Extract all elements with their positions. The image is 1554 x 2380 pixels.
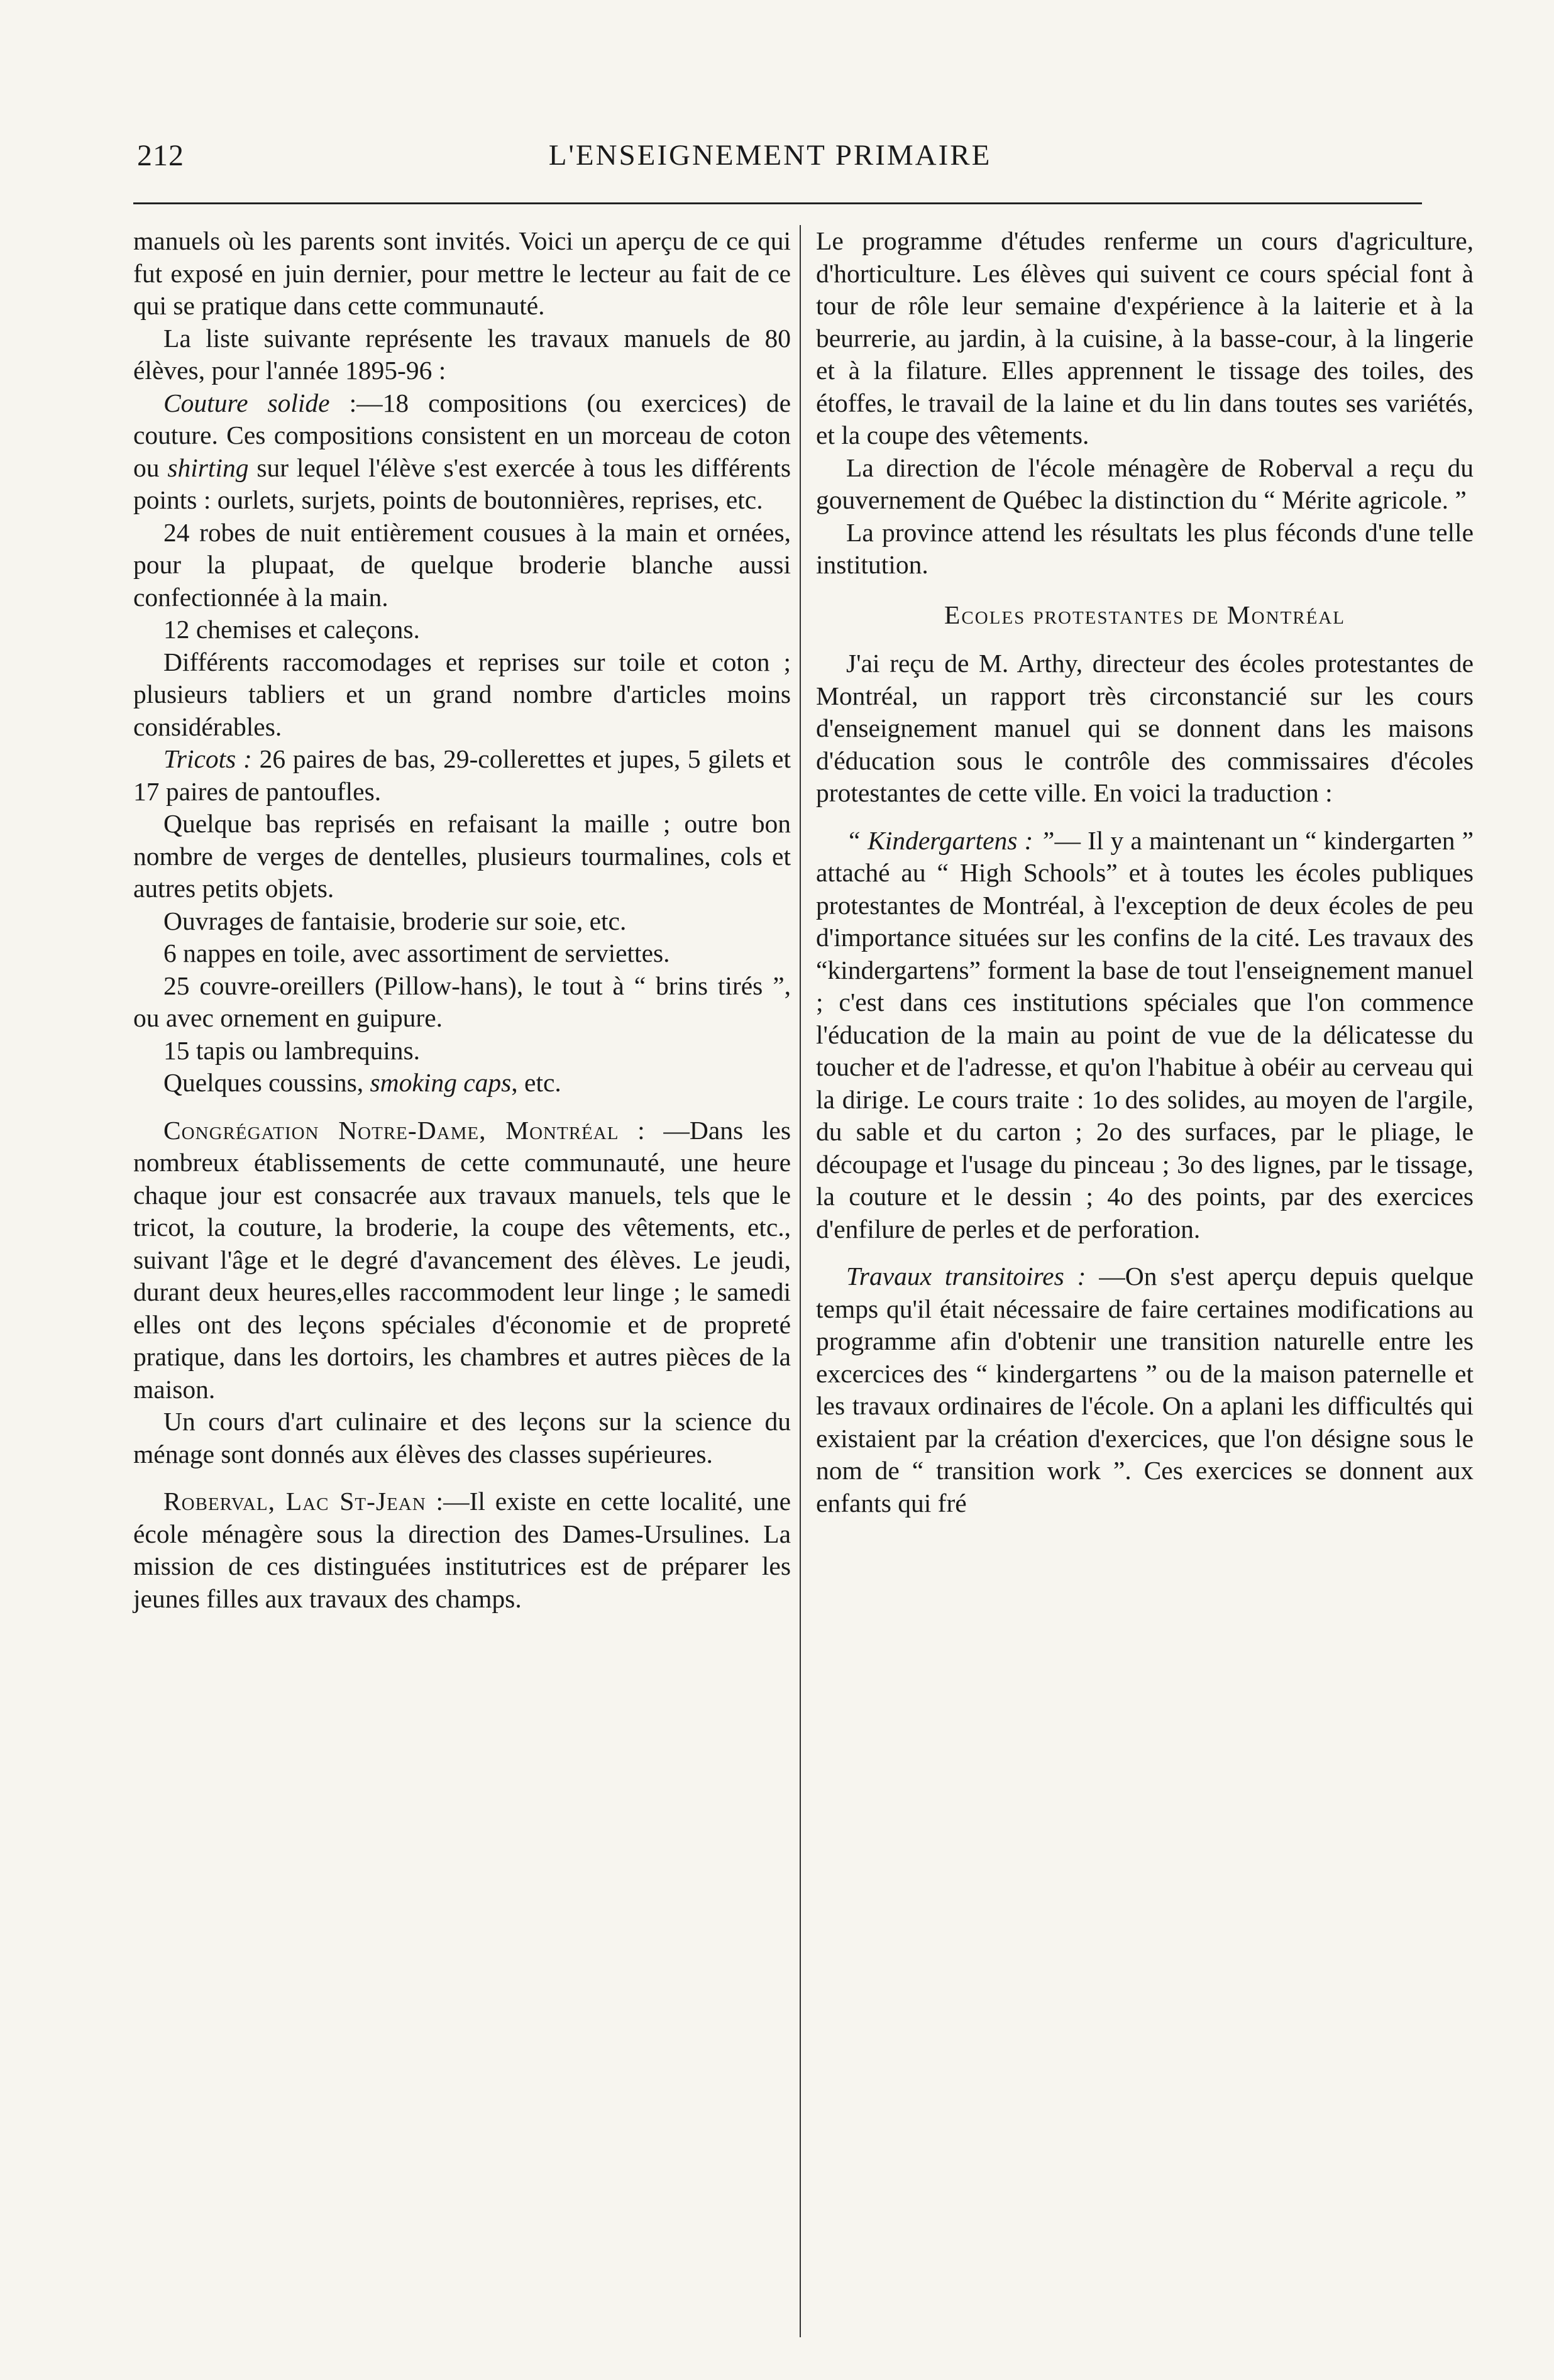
paragraph: Différents raccomodages et reprises sur toile et coton ; plusieurs tabliers et un grand nombre d'articles moins considérables. [133, 647, 791, 741]
paragraph: J'ai reçu de M. Arthy, directeur des écoles protestantes de Montréal, un rapport très circonstancié sur les cours d'enseignement manuel qui se donnent dans les maisons d'éducation sous le contrôle des commissaires d'écoles protestantes de cette ville. En voici la traduction : [816, 649, 1474, 807]
paragraph: Un cours d'art culinaire et des leçons sur la science du ménage sont donnés aux élèves des classes supérieures. [133, 1407, 791, 1468]
paragraph: “ Kindergartens : ”— Il y a maintenant un “ kindergarten ” attaché au “ High Schools” et à toutes les écoles publiques protestantes de Montréal, à l'exception de deux écoles de peu d'importance situées sur les confins de la cité. Les travaux des “kindergartens” forment la base de tout l'enseignement manuel ; c'est dans ces institutions spéciales que l'on commence l'éducation de la main au point de vue de la délicatesse du toucher et de l'adresse, et qu'on l'habitue à obéir au cerveau qui la dirige. Le cours traite : 1o des solides, au moyen de l'argile, du sable et du carton ; 2o des surfaces, par le pliage, le découpage et l'usage du pinceau ; 3o des lignes, par le tissage, la couture et le dessin ; 4o des points, par des exercices d'enfilure de perles et de perforation. [816, 825, 1474, 1243]
italic-term: smoking caps [370, 1068, 512, 1097]
paragraph: Quelques coussins, smoking caps, etc. [163, 1068, 561, 1097]
header-rule [133, 202, 1422, 204]
paragraph: 6 nappes en toile, avec assortiment de serviettes. [163, 939, 670, 967]
paragraph: Tricots : 26 paires de bas, 29-collerettes et jupes, 5 gilets et 17 paires de pantoufles. [133, 744, 791, 806]
left-column [133, 225, 791, 1615]
paragraph: La province attend les résultats les plus féconds d'une telle institution. [816, 517, 1474, 579]
italic-term: Tricots : [163, 744, 252, 773]
paragraph: 25 couvre-oreillers (Pillow-hans), le tout à “ brins tirés ”, ou avec ornement en guipure. [133, 971, 791, 1032]
paragraph: manuels où les parents sont invités. Voici un aperçu de ce qui fut exposé en juin dernier, pour mettre le lecteur au fait de ce qui se pratique dans cette communauté. [133, 226, 791, 320]
paragraph: La direction de l'école ménagère de Roberval a reçu du gouvernement de Québec la distinction du “ Mérite agricole. ” [816, 453, 1474, 514]
paragraph: Quelque bas reprisés en refaisant la maille ; outre bon nombre de verges de dentelles, plusieurs tourmalines, cols et autres petits objets. [133, 809, 791, 903]
column-divider [800, 225, 801, 2337]
right-column [816, 225, 1474, 1519]
section-lead: Roberval, Lac St-Jean [163, 1487, 426, 1516]
paragraph: 12 chemises et caleçons. [163, 615, 420, 644]
section-heading: Ecoles protestantes de Montréal [944, 600, 1345, 629]
paragraph: Roberval, Lac St-Jean :—Il existe en cette localité, une école ménagère sous la direction des Dames-Ursulines. La mission de ces distinguées institutrices est de préparer les jeunes filles aux travaux des champs. [133, 1487, 791, 1613]
italic-term: shirting [167, 453, 249, 482]
paragraph: Couture solide :—18 compositions (ou exercices) de couture. Ces compositions consistent en un morceau de coton ou shirting sur lequel l'élève s'est exercée à tous les différents points : ourlets, surjets, points de boutonnières, reprises, etc. [133, 388, 791, 514]
page-number: 212 [137, 138, 184, 172]
paragraph: 24 robes de nuit entièrement cousues à la main et ornées, pour la plupaat, de quelque broderie blanche aussi confectionnée à la main. [133, 517, 791, 612]
paragraph: Ouvrages de fantaisie, broderie sur soie, etc. [163, 906, 627, 935]
italic-term: Travaux transitoires : [846, 1262, 1086, 1291]
italic-term: Couture solide [163, 388, 330, 417]
paragraph: Travaux transitoires : —On s'est aperçu depuis quelque temps qu'il était nécessaire de faire certaines modifications au programme afin d'obtenir une transition naturelle entre les excercices des “ kindergartens ” ou de la maison paternelle et les travaux ordinaires de l'école. On a aplani les difficultés qui existaient par la création d'exercices, que l'on désigne sous le nom de “ transition work ”. Ces exercices se donnent aux enfants qui fré [816, 1262, 1474, 1518]
paragraph: 15 tapis ou lambrequins. [163, 1035, 421, 1065]
running-title: L'ENSEIGNEMENT PRIMAIRE [548, 139, 992, 172]
paragraph: Le programme d'études renferme un cours d'agriculture, d'horticulture. Les élèves qui suivent ce cours spécial font à tour de rôle leur semaine d'expérience à la laiterie et à la beurrerie, au jardin, à la cuisine, à la basse-cour, à la lingerie et à la filature. Elles apprennent le tissage des toiles, des étoffes, le travail de la laine et du lin dans toutes ses variétés, et la coupe des vêtements. [816, 226, 1474, 449]
paragraph: Congrégation Notre-Dame, Montréal : —Dans les nombreux établissements de cette communauté, une heure chaque jour est consacrée aux travaux manuels, tels que le tricot, la couture, la broderie, la coupe des vêtements, etc., suivant l'âge et le degré d'avancement des élèves. Le jeudi, durant deux heures,elles raccommodent leur linge ; le samedi elles ont des leçons spéciales d'économie et de propreté pratique, dans les dortoirs, les chambres et autres pièces de la maison. [133, 1115, 791, 1404]
section-lead: Congrégation Notre-Dame, Montréal [163, 1115, 619, 1145]
paragraph: La liste suivante représente les travaux manuels de 80 élèves, pour l'année 1895-96 : [133, 323, 791, 385]
italic-term: “ Kindergartens : ” [846, 825, 1055, 855]
page-header [137, 133, 1403, 177]
